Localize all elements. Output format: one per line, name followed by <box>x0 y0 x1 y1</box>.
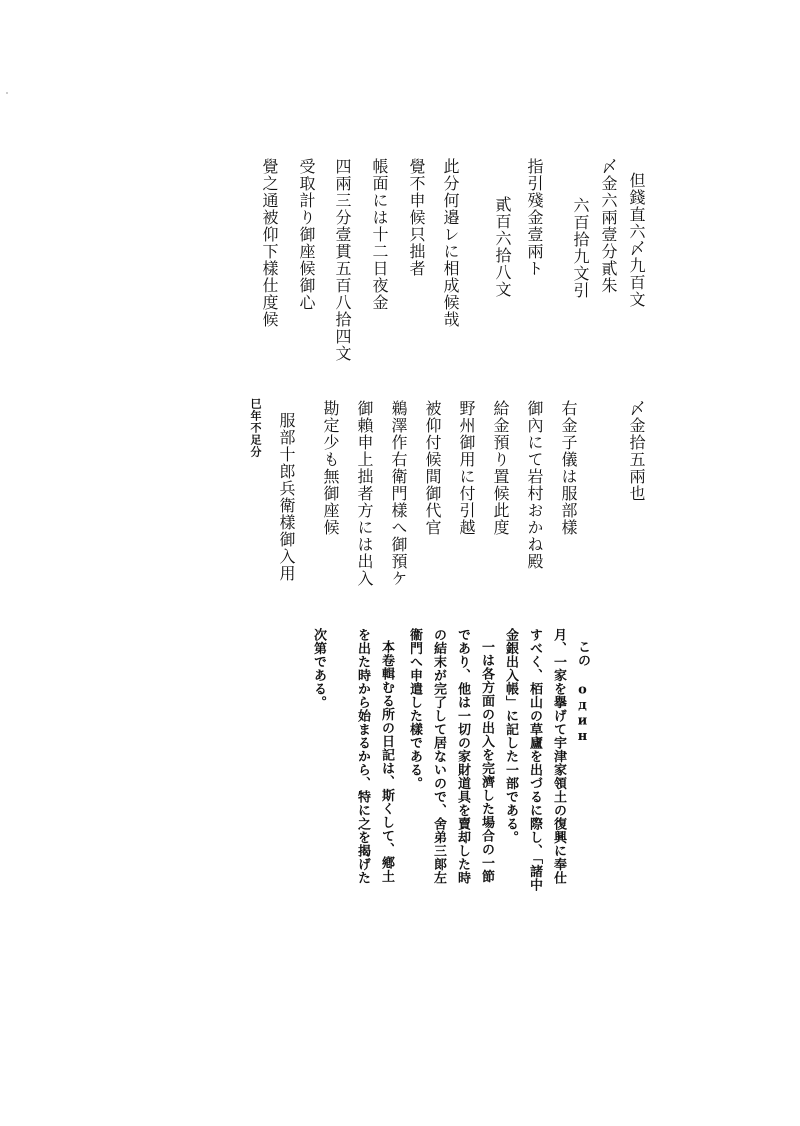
upper-col-8: 帳面には十二日夜金 <box>370 158 389 311</box>
upper-col-6: 此分何邉レに相成候哉 <box>441 158 460 328</box>
middle-col-1: 〆金拾五兩也 <box>627 400 646 502</box>
note-col-1: この один <box>575 640 590 745</box>
middle-col-7: 鵜澤作右衛門樣へ御預ケ <box>389 400 408 587</box>
middle-col-3: 御內にて岩村おかね殿 <box>525 400 544 570</box>
upper-col-7: 覺不申候只拙者 <box>407 158 426 277</box>
note-col-4: 金銀出入帳」に記した一部である。 <box>503 628 518 844</box>
note-col-2: 月、一家を擧げて宇津家領土の復興に奉仕 <box>551 628 566 885</box>
upper-col-9: 四兩三分壹貫五百八拾四文 <box>333 158 352 362</box>
note-col-7: の結末が完了して居ないので、舍弟三郞左 <box>431 628 446 885</box>
note-col-5: 一は各方面の出入を完濟した場合の一節 <box>479 640 494 883</box>
note-col-9: 本卷輯むる所の日記は、斯くして、鄕土 <box>379 640 394 883</box>
middle-col-2: 右金子儀は服部樣 <box>559 400 578 536</box>
note-col-11: 次第である。 <box>311 628 326 709</box>
middle-col-8: 御賴申上拙者方には出入 <box>355 400 374 587</box>
middle-col-6: 被仰付候間御代官 <box>423 400 442 536</box>
scan-speck <box>6 92 8 94</box>
upper-col-5: 貳百六拾八文 <box>493 196 512 298</box>
note-col-6: であり、他は一切の家財道具を賣却した時 <box>455 628 470 885</box>
upper-col-4: 指引殘金壹兩ト <box>525 158 544 277</box>
note-col-10: を出た時から始まるから、特に之を揭げた <box>355 628 370 885</box>
middle-col-5: 野州御用に付引越 <box>457 400 476 536</box>
upper-col-1: 但錢直六〆九百文 <box>627 172 646 308</box>
middle-col-11: 巳年不足分 <box>249 398 262 458</box>
middle-col-4: 給金預り置候此度 <box>491 400 510 536</box>
note-col-8: 衞門へ申遣した樣である。 <box>407 628 422 790</box>
note-col-3: すべく、栢山の草廬を出づるに際し、「諸中 <box>527 628 542 892</box>
upper-col-10: 受取計り御座候御心 <box>297 158 316 311</box>
upper-col-2: 〆金六兩壹分貳朱 <box>599 158 618 294</box>
upper-col-3: 六百拾九文引 <box>571 197 590 299</box>
middle-col-10: 服部十郎兵衛樣御入用 <box>277 412 296 582</box>
middle-col-9: 勘定少も無御座候 <box>321 400 340 536</box>
upper-col-11: 覺之通被仰下樣仕度候 <box>260 158 279 328</box>
